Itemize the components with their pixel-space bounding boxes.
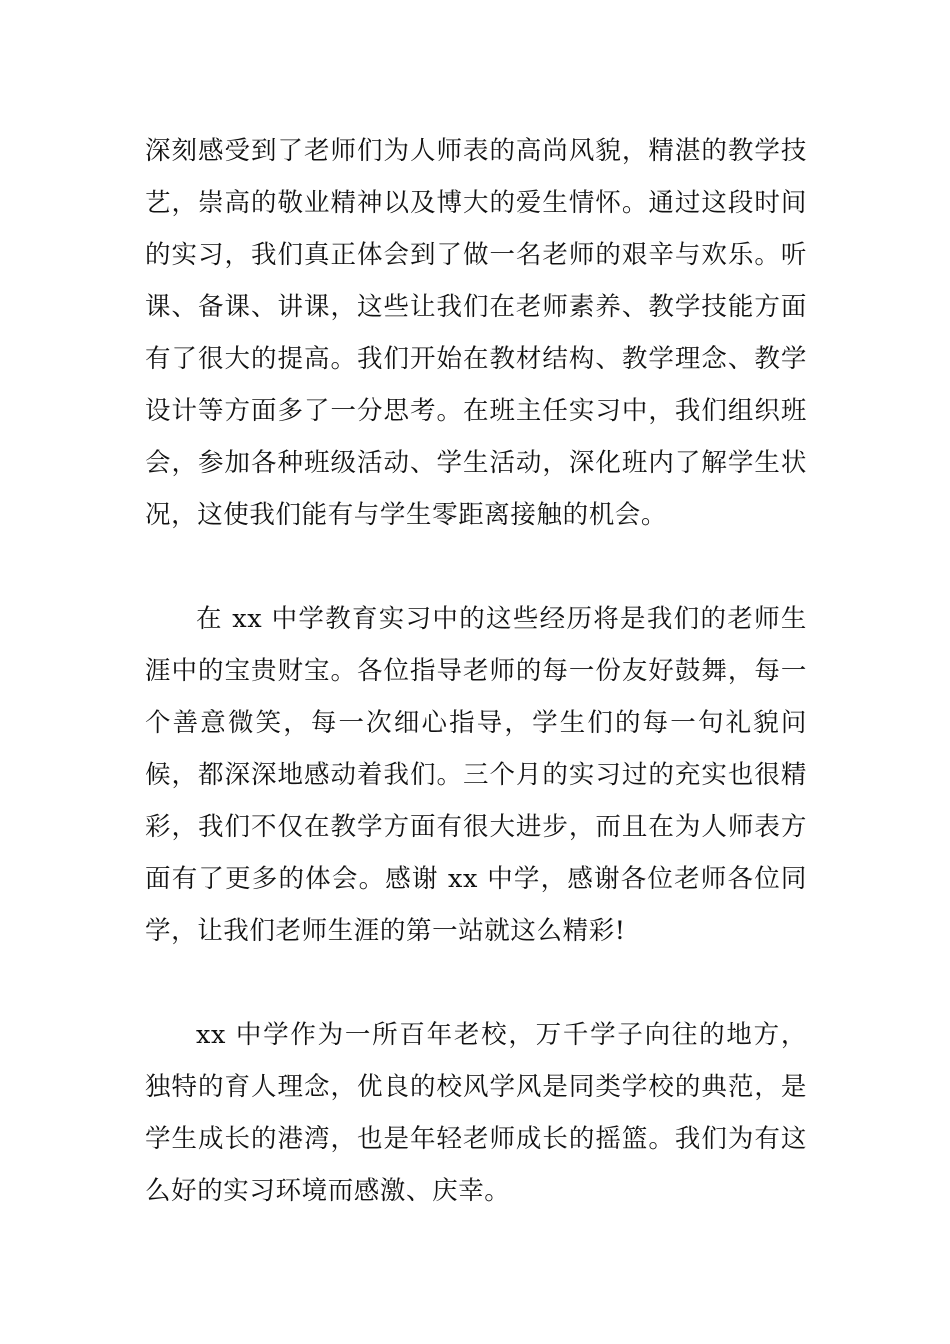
- paragraph-spacer: [145, 957, 807, 1009]
- paragraph-1: 深刻感受到了老师们为人师表的高尚风貌，精湛的教学技艺，崇高的敬业精神以及博大的爱生情怀。通过这段时间的实习，我们真正体会到了做一名老师的艰辛与欢乐。听课、备课、讲课，这些让我们在老师素养、教学技能方面有了很大的提高。我们开始在教材结构、教学理念、教学设计等方面多了一分思考。在班主任实习中，我们组织班会，参加各种班级活动、学生活动，深化班内了解学生状况，这使我们能有与学生零距离接触的机会。: [145, 136, 807, 530]
- paragraph-spacer: [145, 541, 807, 593]
- paragraph-3: xx 中学作为一所百年老校，万千学子向往的地方，独特的育人理念，优良的校风学风是同类学校的典范，是学生成长的港湾，也是年轻老师成长的摇篮。我们为有这么好的实习环境而感激、庆幸。: [145, 1020, 807, 1206]
- document-body: [145, 125, 807, 1217]
- paragraph-2: 在 xx 中学教育实习中的这些经历将是我们的老师生涯中的宝贵财宝。各位指导老师的每一份友好鼓舞，每一个善意微笑，每一次细心指导，学生们的每一句礼貌问候，都深深地感动着我们。三个月的实习过的充实也很精彩，我们不仅在教学方面有很大进步，而且在为人师表方面有了更多的体会。感谢 xx 中学，感谢各位老师各位同学，让我们老师生涯的第一站就这么精彩!: [145, 604, 807, 946]
